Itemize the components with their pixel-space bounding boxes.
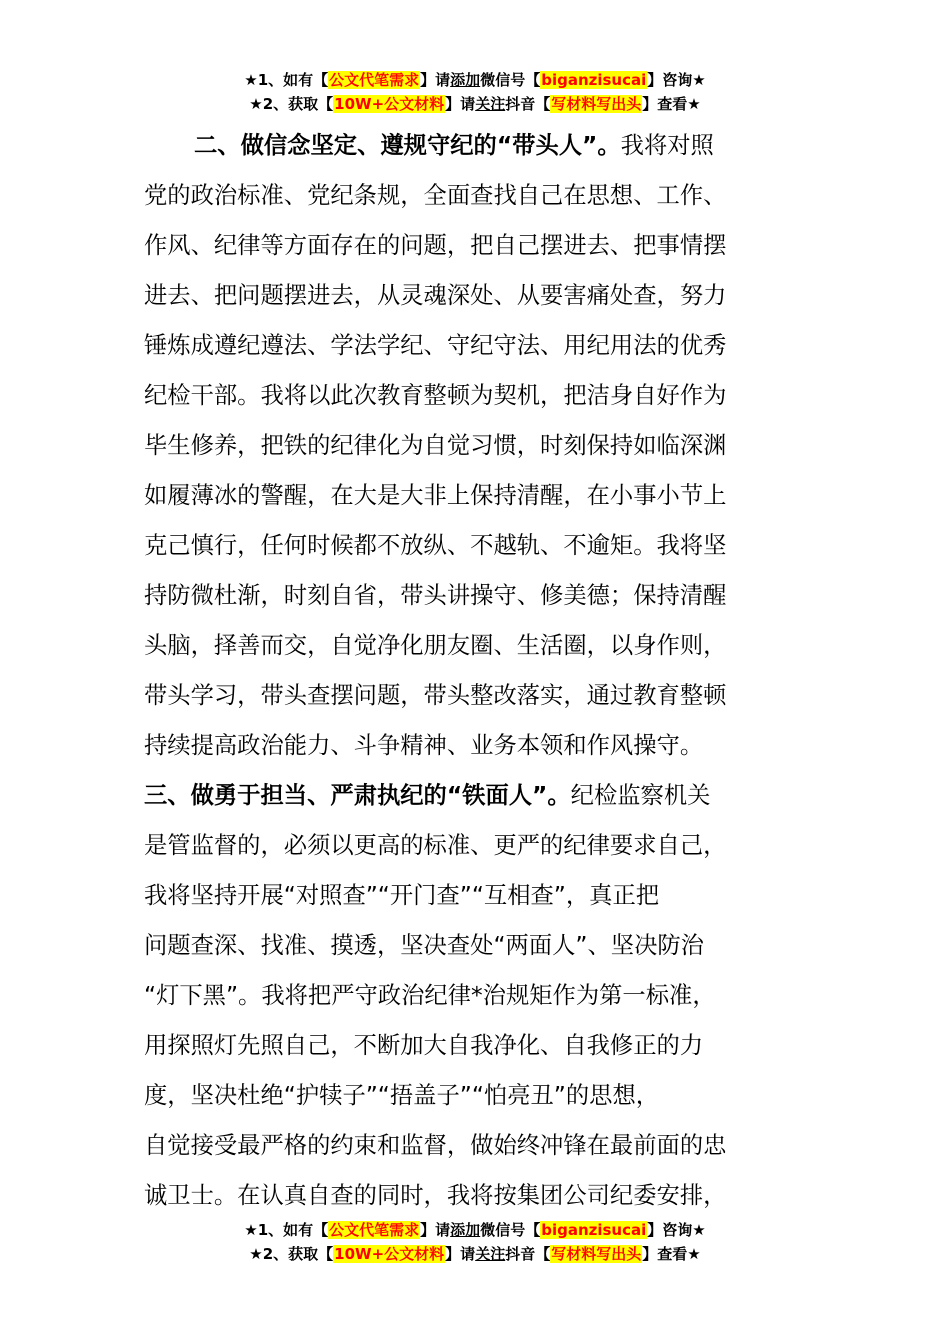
- ad-line-2: [0, 92, 950, 116]
- section-2-first-line: [144, 121, 814, 171]
- body-line: 党的政治标准、党纪条规，全面查找自己在思想、工作、: [144, 182, 727, 209]
- section-2-heading: 二、做信念坚定、遵规守纪的“带头人”。: [194, 132, 621, 159]
- top-ad-banner: [0, 68, 950, 116]
- star-icon: ★: [249, 95, 263, 113]
- body-line: “灯下黑”。我将把严守政治纪律*治规矩作为第一标准，: [144, 982, 716, 1009]
- ad-text: 微信号【: [480, 1221, 541, 1239]
- body-text: 我将对照: [620, 132, 714, 159]
- ad-text: 微信号【: [480, 71, 541, 89]
- section-3-first-line: [144, 771, 814, 821]
- star-icon: ★: [244, 1221, 258, 1239]
- body-line: 纪检干部。我将以此次教育整顿为契机，把洁身自好作为: [144, 382, 727, 409]
- document-body: [144, 121, 814, 1221]
- ad-text: 】咨询: [647, 1221, 693, 1239]
- body-line: 问题查深、找准、摸透，坚决查处“两面人”、坚决防治: [144, 932, 704, 959]
- body-line: 持防微杜渐，时刻自省，带头讲操守、修美德；保持清醒: [144, 582, 727, 609]
- ad-highlight-douyin-id: 写材料写出头: [551, 1245, 642, 1263]
- star-icon: ★: [244, 71, 258, 89]
- ad-highlight-materials: 10W+公文材料: [334, 1245, 445, 1263]
- ad-text: 抖音【: [505, 95, 551, 113]
- body-line: 持续提高政治能力、斗争精神、业务本领和作风操守。: [144, 732, 704, 759]
- body-line: 克己慎行，任何时候都不放纵、不越轨、不逾矩。我将坚: [144, 532, 727, 559]
- body-line: 我将坚持开展“对照查”“开门查”“互相查”，真正把: [144, 882, 660, 909]
- ad-text: 】请: [445, 95, 476, 113]
- ad-text: 1、如有【: [257, 71, 329, 89]
- star-icon: ★: [687, 1245, 701, 1263]
- ad-text: 】查看: [642, 1245, 688, 1263]
- body-line: 毕生修养，把铁的纪律化为自觉习惯，时刻保持如临深渊: [144, 432, 727, 459]
- ad-text: 】请: [420, 71, 451, 89]
- ad-line-1: [0, 68, 950, 92]
- ad-highlight-service: 公文代笔需求: [329, 1221, 420, 1239]
- body-line: 是管监督的，必须以更高的标准、更严的纪律要求自己，: [144, 832, 727, 859]
- star-icon: ★: [249, 1245, 263, 1263]
- body-line: 诚卫士。在认真自查的同时，我将按集团公司纪委安排，: [144, 1182, 727, 1209]
- ad-text: 】查看: [642, 95, 688, 113]
- body-line: 头脑，择善而交，自觉净化朋友圈、生活圈，以身作则，: [144, 632, 727, 659]
- body-line: 进去、把问题摆进去，从灵魂深处、从要害痛处查，努力: [144, 282, 727, 309]
- ad-text: 2、获取【: [262, 1245, 334, 1263]
- body-line: 作风、纪律等方面存在的问题，把自己摆进去、把事情摆: [144, 232, 727, 259]
- body-line: 度，坚决杜绝“护犊子”“捂盖子”“怕亮丑”的思想，: [144, 1082, 660, 1109]
- ad-highlight-service: 公文代笔需求: [329, 71, 420, 89]
- star-icon: ★: [692, 71, 706, 89]
- star-icon: ★: [687, 95, 701, 113]
- ad-text: 2、获取【: [262, 95, 334, 113]
- ad-text: 】请: [420, 1221, 451, 1239]
- body-line: 用探照灯先照自己，不断加大自我净化、自我修正的力: [144, 1032, 704, 1059]
- ad-underlined-text: 添加: [450, 71, 481, 89]
- bottom-ad-banner: [0, 1218, 950, 1266]
- body-line: 锤炼成遵纪遵法、学法学纪、守纪守法、用纪用法的优秀: [144, 332, 727, 359]
- ad-line-1: [0, 1218, 950, 1242]
- ad-text: 1、如有【: [257, 1221, 329, 1239]
- ad-underlined-text: 关注: [475, 1245, 506, 1263]
- ad-underlined-text: 关注: [475, 95, 506, 113]
- ad-underlined-text: 添加: [450, 1221, 481, 1239]
- star-icon: ★: [692, 1221, 706, 1239]
- ad-highlight-wechat-id: biganzisucai: [541, 1221, 647, 1239]
- ad-text: 】咨询: [647, 71, 693, 89]
- ad-highlight-wechat-id: biganzisucai: [541, 71, 647, 89]
- body-line: 如履薄冰的警醒，在大是大非上保持清醒，在小事小节上: [144, 482, 727, 509]
- body-text: 纪检监察机关: [570, 782, 711, 809]
- ad-highlight-materials: 10W+公文材料: [334, 95, 445, 113]
- body-line: 自觉接受最严格的约束和监督，做始终冲锋在最前面的忠: [144, 1132, 727, 1159]
- ad-text: 抖音【: [505, 1245, 551, 1263]
- ad-highlight-douyin-id: 写材料写出头: [551, 95, 642, 113]
- body-line: 带头学习，带头查摆问题，带头整改落实，通过教育整顿: [144, 682, 727, 709]
- ad-text: 】请: [445, 1245, 476, 1263]
- section-3-heading: 三、做勇于担当、严肃执纪的“铁面人”。: [144, 782, 571, 809]
- ad-line-2: [0, 1242, 950, 1266]
